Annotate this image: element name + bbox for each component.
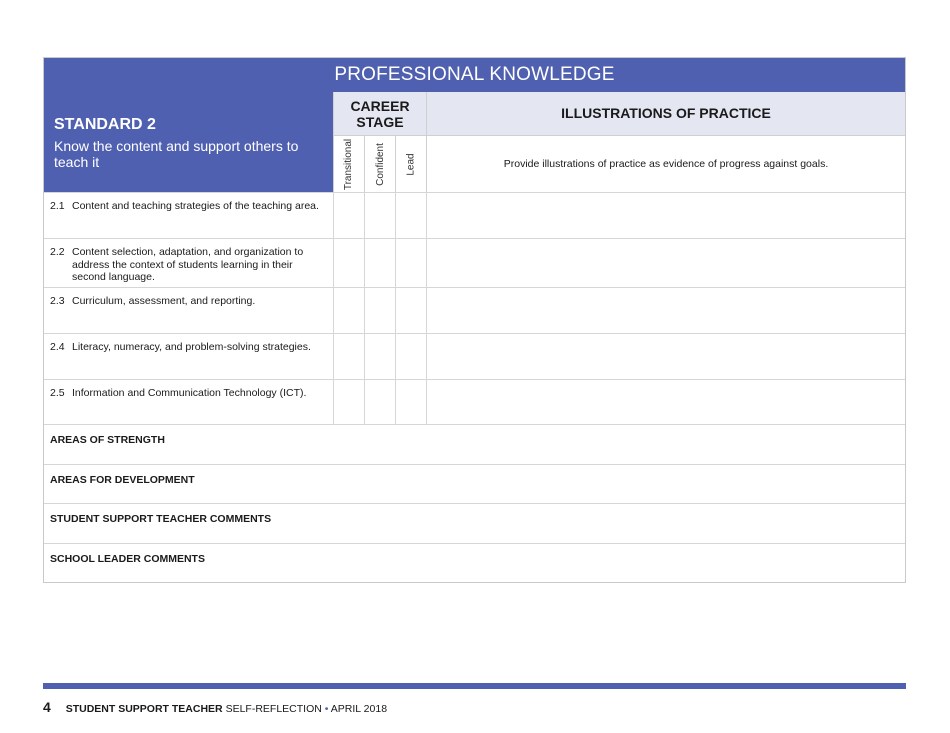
table-row (44, 287, 905, 333)
stage-checkbox-lead[interactable] (395, 288, 426, 333)
stage-checkbox-transitional[interactable] (333, 193, 364, 238)
stage-checkbox-lead[interactable] (395, 334, 426, 379)
stage-checkbox-confident[interactable] (364, 193, 395, 238)
focus-area-label (44, 239, 333, 287)
stage-checkbox-confident[interactable] (364, 239, 395, 287)
table-row (44, 238, 905, 287)
focus-area-number: 2.2 (50, 246, 65, 258)
illustrations-heading: ILLUSTRATIONS OF PRACTICE (426, 92, 905, 135)
stage-transitional-header (333, 135, 364, 192)
doc-date: APRIL 2018 (330, 703, 388, 715)
stage-checkbox-transitional[interactable] (333, 334, 364, 379)
focus-area-text: Content selection, adaptation, and organization to address the context of students learning in their second language. (72, 246, 304, 283)
stage-checkbox-confident[interactable] (364, 380, 395, 424)
stage-checkbox-transitional[interactable] (333, 380, 364, 424)
doc-title-rest: SELF-REFLECTION (225, 703, 322, 715)
stage-checkbox-lead[interactable] (395, 193, 426, 238)
illustration-entry[interactable] (426, 239, 905, 287)
stage-label: Confident (374, 142, 386, 186)
reflection-table (43, 57, 906, 583)
stage-checkbox-lead[interactable] (395, 239, 426, 287)
focus-area-label (44, 334, 333, 379)
footer-separator: • (324, 703, 329, 715)
section-banner: PROFESSIONAL KNOWLEDGE (44, 58, 905, 92)
stage-label: Lead (405, 152, 417, 176)
focus-area-text: Content and teaching strategies of the teaching area. (72, 200, 319, 212)
standard-title: STANDARD 2 (54, 116, 156, 133)
focus-area-text: Literacy, numeracy, and problem-solving strategies. (72, 341, 311, 353)
stage-checkbox-confident[interactable] (364, 288, 395, 333)
focus-area-number: 2.5 (50, 387, 65, 399)
stage-label: Transitional (343, 138, 355, 190)
standard-panel (44, 92, 333, 192)
focus-area-number: 2.1 (50, 200, 65, 212)
footer-rule (43, 683, 906, 689)
table-row (44, 192, 905, 238)
focus-area-text: Information and Communication Technology (ICT). (72, 387, 307, 399)
stage-checkbox-transitional[interactable] (333, 239, 364, 287)
focus-area-label (44, 288, 333, 333)
illustration-entry[interactable] (426, 334, 905, 379)
focus-area-number: 2.3 (50, 295, 65, 307)
illustration-entry[interactable] (426, 380, 905, 424)
stage-checkbox-transitional[interactable] (333, 288, 364, 333)
stage-checkbox-confident[interactable] (364, 334, 395, 379)
student-support-teacher-comments-section[interactable]: STUDENT SUPPORT TEACHER COMMENTS (44, 503, 905, 543)
illustrations-description: Provide illustrations of practice as evidence of progress against goals. (426, 135, 905, 192)
illustration-entry[interactable] (426, 193, 905, 238)
page-number: 4 (43, 699, 51, 715)
focus-area-label (44, 380, 333, 424)
career-stage-heading-line1: CAREER (350, 98, 410, 114)
table-row (44, 379, 905, 424)
career-stage-heading (333, 92, 426, 135)
stage-confident-header (364, 135, 395, 192)
table-header (44, 92, 905, 192)
illustration-entry[interactable] (426, 288, 905, 333)
standard-subtitle: Know the content and support others to teach it (54, 138, 299, 170)
focus-area-number: 2.4 (50, 341, 65, 353)
page-footer (43, 699, 387, 715)
career-stage-heading-line2: STAGE (356, 114, 404, 130)
stage-lead-header (395, 135, 426, 192)
table-row (44, 333, 905, 379)
stage-checkbox-lead[interactable] (395, 380, 426, 424)
areas-for-development-section[interactable]: AREAS FOR DEVELOPMENT (44, 464, 905, 504)
focus-area-text: Curriculum, assessment, and reporting. (72, 295, 256, 307)
doc-title-bold: STUDENT SUPPORT TEACHER (65, 703, 223, 715)
areas-of-strength-section[interactable]: AREAS OF STRENGTH (44, 424, 905, 464)
school-leader-comments-section[interactable]: SCHOOL LEADER COMMENTS (44, 543, 905, 583)
focus-area-label (44, 193, 333, 238)
focus-area-rows (44, 192, 905, 424)
